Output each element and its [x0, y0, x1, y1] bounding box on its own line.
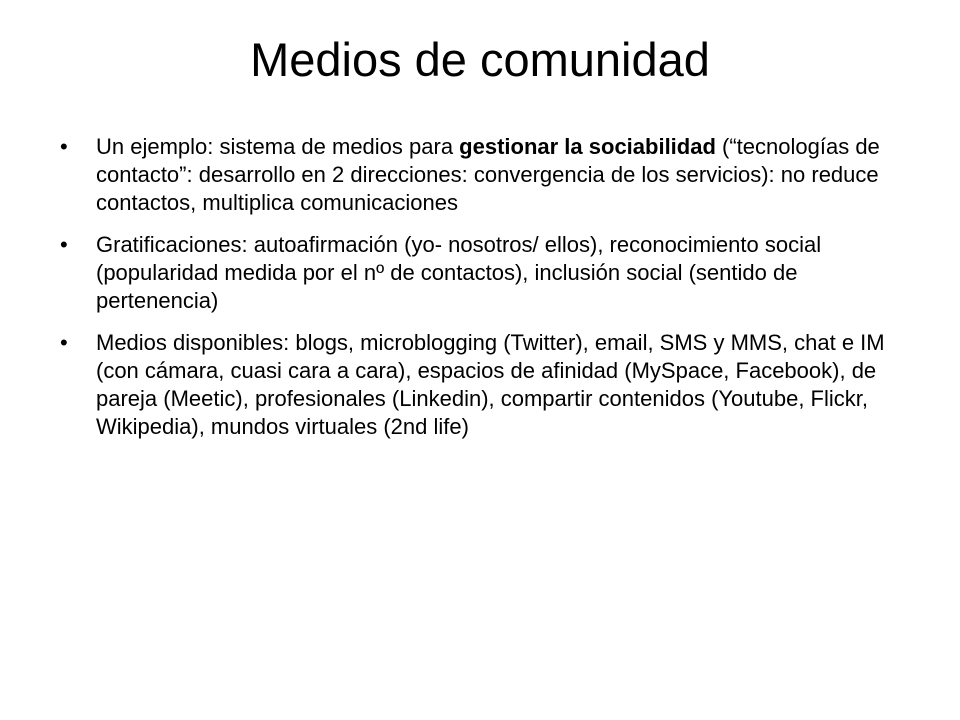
- bullet-text-rest: (“tecnologías de contacto”: desarrollo en 2 direcciones: convergencia de los servicios): no reduce contactos, multiplica comunicaciones: [96, 134, 880, 215]
- bullet-text: Gratificaciones: autoafirmación (yo- nosotros/ ellos), reconocimiento social (popularidad medida por el nº de contactos), inclusión social (sentido de pertenencia): [96, 232, 822, 313]
- bullet-icon: •: [60, 232, 68, 257]
- bullet-item-gratificaciones: [60, 231, 920, 315]
- bullet-icon: •: [60, 330, 68, 355]
- bullet-item-sociabilidad: [60, 133, 920, 217]
- slide-title: Medios de comunidad: [250, 33, 710, 86]
- bullet-text-intro: Un ejemplo: sistema de medios para: [96, 134, 460, 159]
- bullet-icon: •: [60, 134, 68, 159]
- bullet-list: [60, 133, 920, 455]
- bullet-text-emphasis: gestionar la sociabilidad: [459, 134, 716, 159]
- bullet-text: Medios disponibles: blogs, microblogging (Twitter), email, SMS y MMS, chat e IM (con cámara, cuasi cara a cara), espacios de afinidad (MySpace, Facebook), de pareja (Meetic), profesionales (Linkedin), compartir contenidos (Youtube, Flickr, Wikipedia), mundos virtuales (2nd life): [96, 330, 885, 439]
- bullet-item-medios-disponibles: [60, 329, 920, 441]
